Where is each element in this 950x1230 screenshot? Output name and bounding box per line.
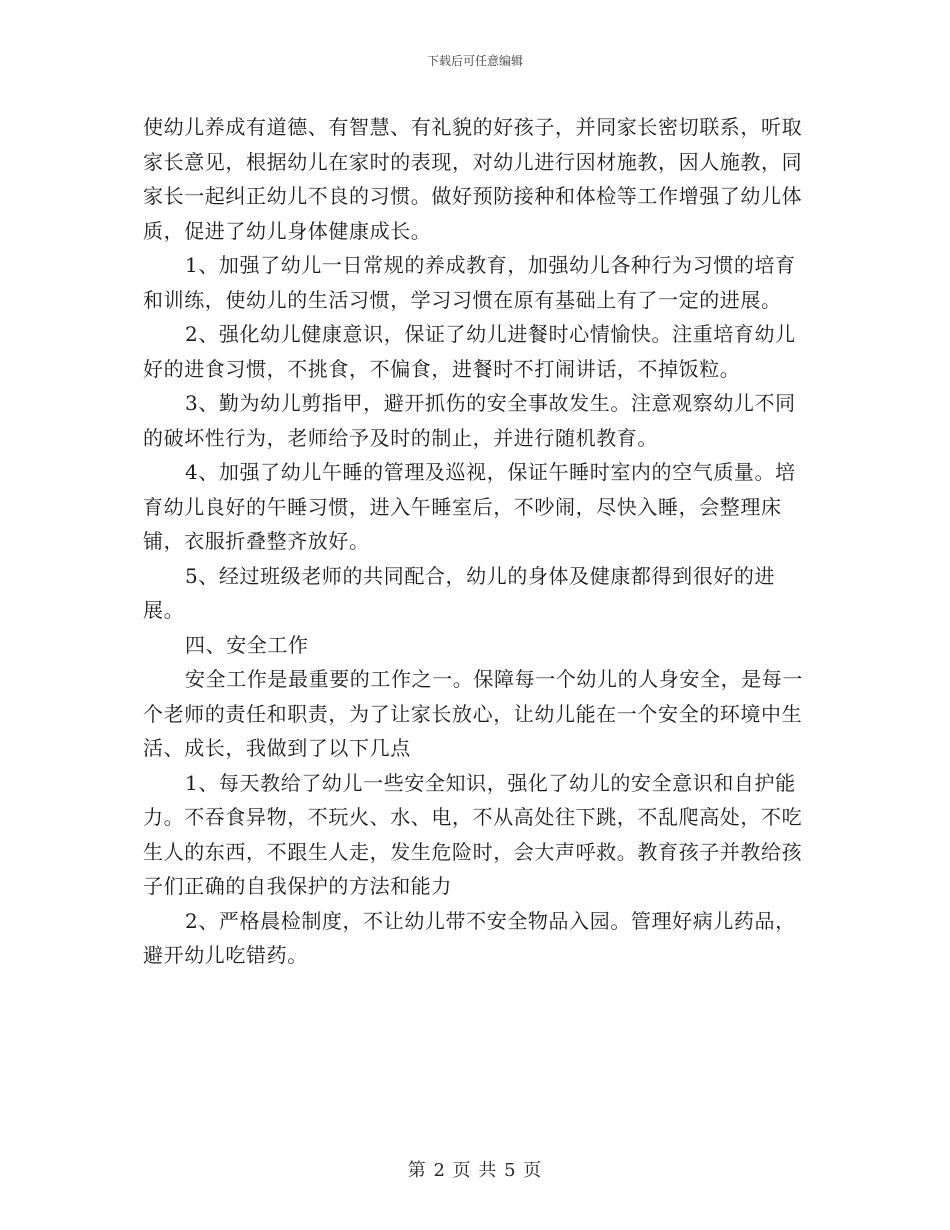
paragraph-safety-item-1: 1、每天教给了幼儿一些安全知识，强化了幼儿的安全意识和自护能力。不吞食异物，不玩火、水、电，不从高处往下跳，不乱爬高处，不吃生人的东西，不跟生人走，发生危险时，会大声呼救。教育孩子并教给孩子们正确的自我保护的方法和能力 <box>143 770 803 898</box>
paragraph-item-2: 2、强化幼儿健康意识，保证了幼儿进餐时心情愉快。注重培育幼儿好的进食习惯，不挑食，不偏食，进餐时不打闹讲话，不掉饭粒。 <box>143 322 796 381</box>
paragraph-safety-intro: 安全工作是最重要的工作之一。保障每一个幼儿的人身安全，是每一个老师的责任和职责，为了让家长放心，让幼儿能在一个安全的环境中生活、成长，我做到了以下几点 <box>143 667 803 760</box>
paragraph-item-5: 5、经过班级老师的共同配合，幼儿的身体及健康都得到很好的进展。 <box>143 563 776 622</box>
page-number-footer: 第 2 页 共 5 页 <box>407 1160 543 1181</box>
paragraph-item-4: 4、加强了幼儿午睡的管理及巡视，保证午睡时室内的空气质量。培育幼儿良好的午睡习惯，进入午睡室后，不吵闹，尽快入睡，会整理床铺，衣服折叠整齐放好。 <box>143 460 796 553</box>
document-body <box>143 110 813 973</box>
paragraph-item-3: 3、勤为幼儿剪指甲，避开抓伤的安全事故发生。注意观察幼儿不同的破坏性行为，老师给予及时的制止，并进行随机教育。 <box>143 391 796 450</box>
paragraph-continuation: 使幼儿养成有道德、有智慧、有礼貌的好孩子，并同家长密切联系，听取家长意见，根据幼儿在家时的表现，对幼儿进行因材施教，因人施教，同家长一起纠正幼儿不良的习惯。做好预防接种和体检等工作增强了幼儿体质，促进了幼儿身体健康成长。 <box>143 115 803 243</box>
paragraph-item-1: 1、加强了幼儿一日常规的养成教育，加强幼儿各种行为习惯的培育和训练，使幼儿的生活习惯，学习习惯在原有基础上有了一定的进展。 <box>143 253 796 312</box>
page-header-note: 下载后可任意编辑 <box>426 54 523 68</box>
paragraph-safety-item-2: 2、严格晨检制度，不让幼儿带不安全物品入园。管理好病儿药品，避开幼儿吃错药。 <box>143 908 796 967</box>
section-heading-safety: 四、安全工作 <box>185 632 309 657</box>
